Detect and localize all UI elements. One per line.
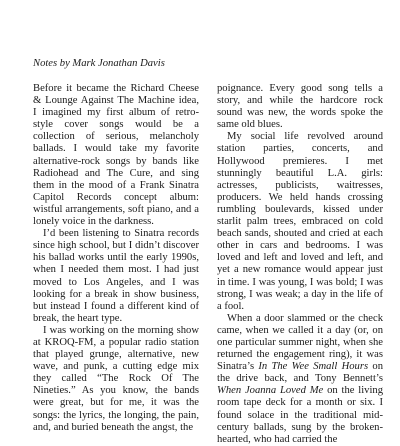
left-paragraph xyxy=(33,83,199,228)
text-run: on the drive back, and Tony Bennett’s xyxy=(217,361,383,385)
right-paragraph xyxy=(217,131,383,312)
left-paragraph xyxy=(33,228,199,325)
italic-title: In The Wee Small Hours xyxy=(258,361,369,373)
text-run: When a door slammed or the check came, when we called it a day (or, on one particular summer night, when she returned the engagement ring), it was Sinatra’s xyxy=(217,312,383,373)
right-column xyxy=(217,83,383,446)
text-run: I was working on the morning show at KROQ-FM, a popular radio station that played grunge, alternative, new wave, and punk, a cutting edge mix they called “The Rock Of The Nineties.” As you know, the bands were great, but for me, it was the songs: the lyrics, the longing, the pain, and, and buried beneath the angst, the xyxy=(33,324,199,433)
text-run: Before it became the Richard Cheese & Lounge Against The Machine idea, I imagined my first album of retro-style cover songs would be a collection of serious, melancholy ballads. I would take my favorite alternative-rock songs by bands like Radiohead and The Cure, and sing them in the mood of a Frank Sinatra Capitol Records concept album: wistful arrangements, soft piano, and a lonely voice in the darkness. xyxy=(33,83,199,228)
text-run: on the living room tape deck for a month or six. I found solace in the traditional mid-century ballads, sung by the broken-hearted, who had carried the xyxy=(217,385,383,445)
text-run: I’d been listening to Sinatra records since high school, but I didn’t discover his ballad works until the early 1990s, when I needed them most. I had just moved to Los Angeles, and I was looking for a break in show business, but instead I found a different kind of break, the heart type. xyxy=(33,228,199,324)
right-paragraph xyxy=(217,83,383,131)
left-paragraph xyxy=(33,325,199,434)
left-column xyxy=(33,83,199,446)
byline: Notes by Mark Jonathan Davis xyxy=(33,58,165,69)
text-run: poignance. Every good song tells a story, and while the hardcore rock sound was new, the words spoke the same old blues. xyxy=(217,83,383,131)
text-columns xyxy=(33,83,383,446)
text-run: My social life revolved around station parties, concerts, and Hollywood premieres. I met stunningly beautiful L.A. girls: actresses, publicists, waitresses, producers. We held hands crossing rumbling boulevards, kissed under starlit palm trees, embraced on cold beach sands, shouted and cried at each other in cars and bedrooms. I was loved and left and loved and left, and yet a new romance would appear just in time. I was young, I was bold; I was strong, I was weak; a day in the life of a fool. xyxy=(217,131,383,312)
right-paragraph xyxy=(217,313,383,446)
italic-title: When Joanna Loved Me xyxy=(217,385,324,397)
